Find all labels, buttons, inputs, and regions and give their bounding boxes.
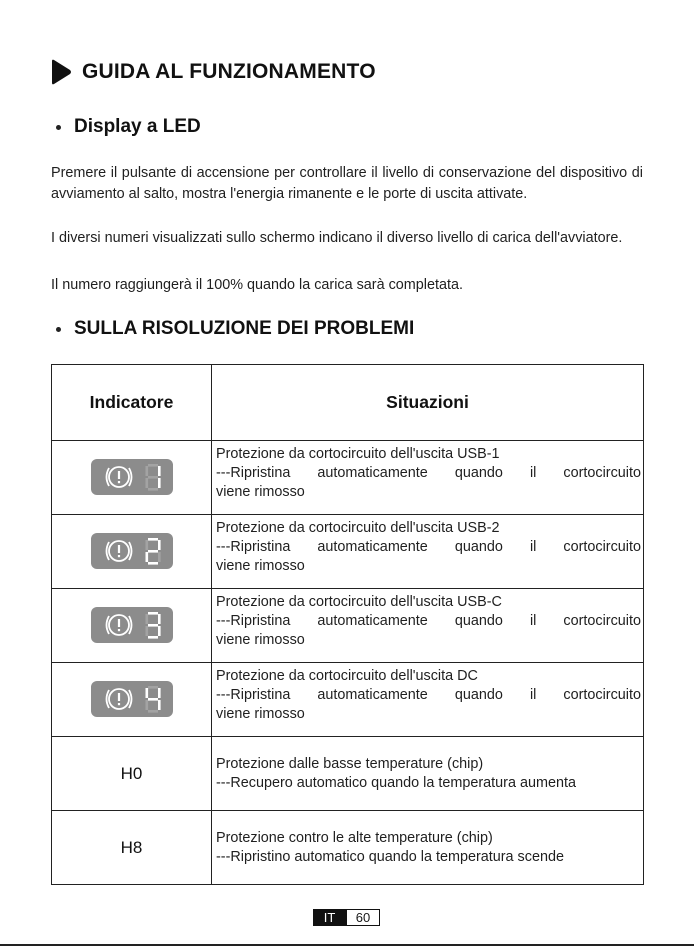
indicator-code: H8 [120,837,143,857]
situation-line2: ---Recupero automatico quando la temperatura aumenta [216,774,576,791]
indicator-cell [52,589,212,663]
troubleshooting-table [51,364,644,885]
indicator-cell [52,737,212,811]
indicator-cell [52,663,212,737]
situation-cell [212,737,644,811]
situation-line2: ---Ripristina automaticamente quando il cortocircuito [216,539,641,555]
situation-line3: viene rimosso [216,706,305,722]
section-heading-text: SULLA RISOLUZIONE DEI PROBLEMI [74,318,415,339]
situation-line3: viene rimosso [216,632,305,648]
table-row [52,515,644,589]
situation-line2: ---Ripristina automaticamente quando il cortocircuito [216,465,641,481]
situation-cell [212,663,644,737]
page-title [50,56,376,88]
warning-circle-icon [103,537,135,565]
paragraph-2: I diversi numeri visualizzati sullo schermo indicano il diverso livello di carica dell'avviatore. [51,230,623,246]
section-heading-text: Display a LED [74,116,201,137]
led-error-digit-1-icon [91,459,173,495]
table-row [52,737,644,811]
table-row [52,663,644,737]
section-heading-troubleshooting [56,318,414,340]
paragraph-3: Il numero raggiungerà il 100% quando la carica sarà completata. [51,277,463,293]
situation-cell [212,515,644,589]
situation-line1: Protezione da cortocircuito dell'uscita DC [216,668,478,684]
situation-line1: Protezione contro le alte temperature (chip) [216,829,493,846]
situation-line2: ---Ripristina automaticamente quando il cortocircuito [216,613,641,629]
situation-line1: Protezione da cortocircuito dell'uscita USB-1 [216,446,500,462]
warning-circle-icon [103,463,135,491]
section-heading-led [56,116,201,138]
table-row [52,441,644,515]
language-badge: IT [313,909,346,926]
led-error-digit-3-icon [91,607,173,643]
page-footer [313,909,380,926]
column-header-indicator: Indicatore [52,365,212,441]
segment-digit-icon [145,612,161,639]
bullet-icon [56,327,61,332]
bullet-icon [56,125,61,130]
led-error-digit-4-icon [91,681,173,717]
situation-cell [212,811,644,885]
segment-digit-icon [145,538,161,565]
situation-line3: viene rimosso [216,484,305,500]
indicator-cell [52,811,212,885]
column-header-situations: Situazioni [212,365,644,441]
play-arrow-icon [50,59,72,85]
situation-line2: ---Ripristino automatico quando la temperatura scende [216,848,564,865]
warning-circle-icon [103,685,135,713]
situation-cell [212,589,644,663]
situation-line2: ---Ripristina automaticamente quando il cortocircuito [216,687,641,703]
indicator-cell [52,515,212,589]
led-error-digit-2-icon [91,533,173,569]
situation-cell [212,441,644,515]
warning-circle-icon [103,611,135,639]
page-number: 60 [346,909,380,926]
indicator-code: H0 [120,763,143,783]
situation-line1: Protezione da cortocircuito dell'uscita USB-C [216,594,502,610]
segment-digit-icon [145,686,161,713]
situation-line1: Protezione dalle basse temperature (chip) [216,755,484,772]
table-row [52,589,644,663]
table-header-row [52,365,644,441]
segment-digit-icon [145,464,161,491]
situation-line1: Protezione da cortocircuito dell'uscita USB-2 [216,520,500,536]
situation-line3: viene rimosso [216,558,305,574]
paragraph-1: Premere il pulsante di accensione per controllare il livello di conservazione del dispositivo di avviamento al salto, mostra l'energia rimanente e le porte di uscita attivate. [51,165,643,202]
page-title-text: GUIDA AL FUNZIONAMENTO [82,60,376,83]
indicator-cell [52,441,212,515]
table-row [52,811,644,885]
